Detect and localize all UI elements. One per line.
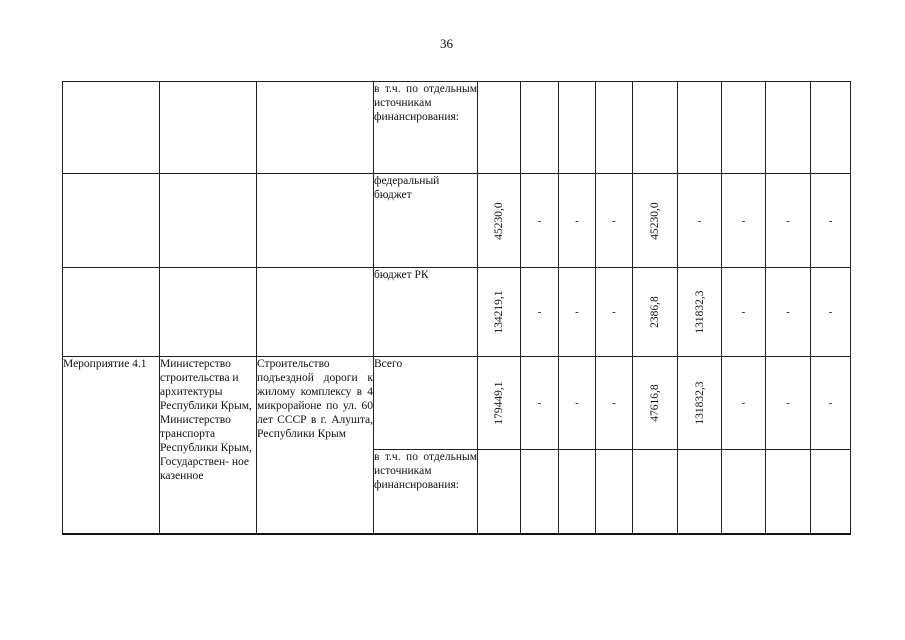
description-cell [257,174,374,268]
table-row [63,357,851,450]
executor-cell [160,268,257,357]
value-cell [678,450,722,535]
value-cell [559,82,596,174]
value-cell: - [559,268,596,357]
description-cell: Строительство подъездной дороги к жилому комплексу в 4 микрорайоне по ул. 60 лет СССР в г. Алушта, Республики Крым [257,357,374,535]
table-row [63,174,851,268]
value-cell [596,450,633,535]
value-cell: - [811,268,851,357]
source-cell: в т.ч. по отдельным источникам финансирования: [374,450,478,535]
value-cell: - [559,174,596,268]
value-cell: 45230,0 [478,174,521,268]
executor-cell [160,82,257,174]
value-cell [521,450,559,535]
value-cell: 179449,1 [478,357,521,450]
measure-cell: Мероприятие 4.1 [63,357,160,535]
value-cell: - [722,174,766,268]
measure-cell [63,82,160,174]
measure-cell [63,268,160,357]
value-cell [766,82,811,174]
description-cell [257,268,374,357]
value-cell [766,450,811,535]
table-row [63,268,851,357]
value-cell: - [521,268,559,357]
value-cell: - [596,174,633,268]
value-cell: - [678,174,722,268]
value-cell [633,82,678,174]
value-cell: - [722,357,766,450]
source-cell: бюджет РК [374,268,478,357]
value-cell [521,82,559,174]
value-cell: - [521,357,559,450]
source-cell: в т.ч. по отдельным источникам финансирования: [374,82,478,174]
value-cell: - [521,174,559,268]
value-cell [478,450,521,535]
value-cell: 45230,0 [633,174,678,268]
value-cell: - [811,174,851,268]
value-cell [633,450,678,535]
value-cell: - [766,174,811,268]
value-cell: - [559,357,596,450]
executor-cell [160,174,257,268]
value-cell [811,82,851,174]
value-cell: - [722,268,766,357]
value-cell: - [596,357,633,450]
financing-table [62,81,851,535]
value-cell [811,450,851,535]
executor-cell: Министерство строительства и архитектуры Республики Крым, Министерство транспорта Республики Крым, Государствен- ное казенное [160,357,257,535]
value-cell: - [766,268,811,357]
table-row [63,82,851,174]
value-cell [559,450,596,535]
value-cell [478,82,521,174]
description-cell [257,82,374,174]
measure-cell [63,174,160,268]
value-cell: - [596,268,633,357]
value-cell: 131832,3 [678,268,722,357]
value-cell: 47616,8 [633,357,678,450]
value-cell: 134219,1 [478,268,521,357]
value-cell [722,450,766,535]
value-cell: - [811,357,851,450]
source-cell: федеральный бюджет [374,174,478,268]
value-cell [596,82,633,174]
value-cell: - [766,357,811,450]
value-cell [678,82,722,174]
value-cell: 131832,3 [678,357,722,450]
source-cell: Всего [374,357,478,450]
page-number: 36 [440,36,453,51]
value-cell: 2386,8 [633,268,678,357]
value-cell [722,82,766,174]
